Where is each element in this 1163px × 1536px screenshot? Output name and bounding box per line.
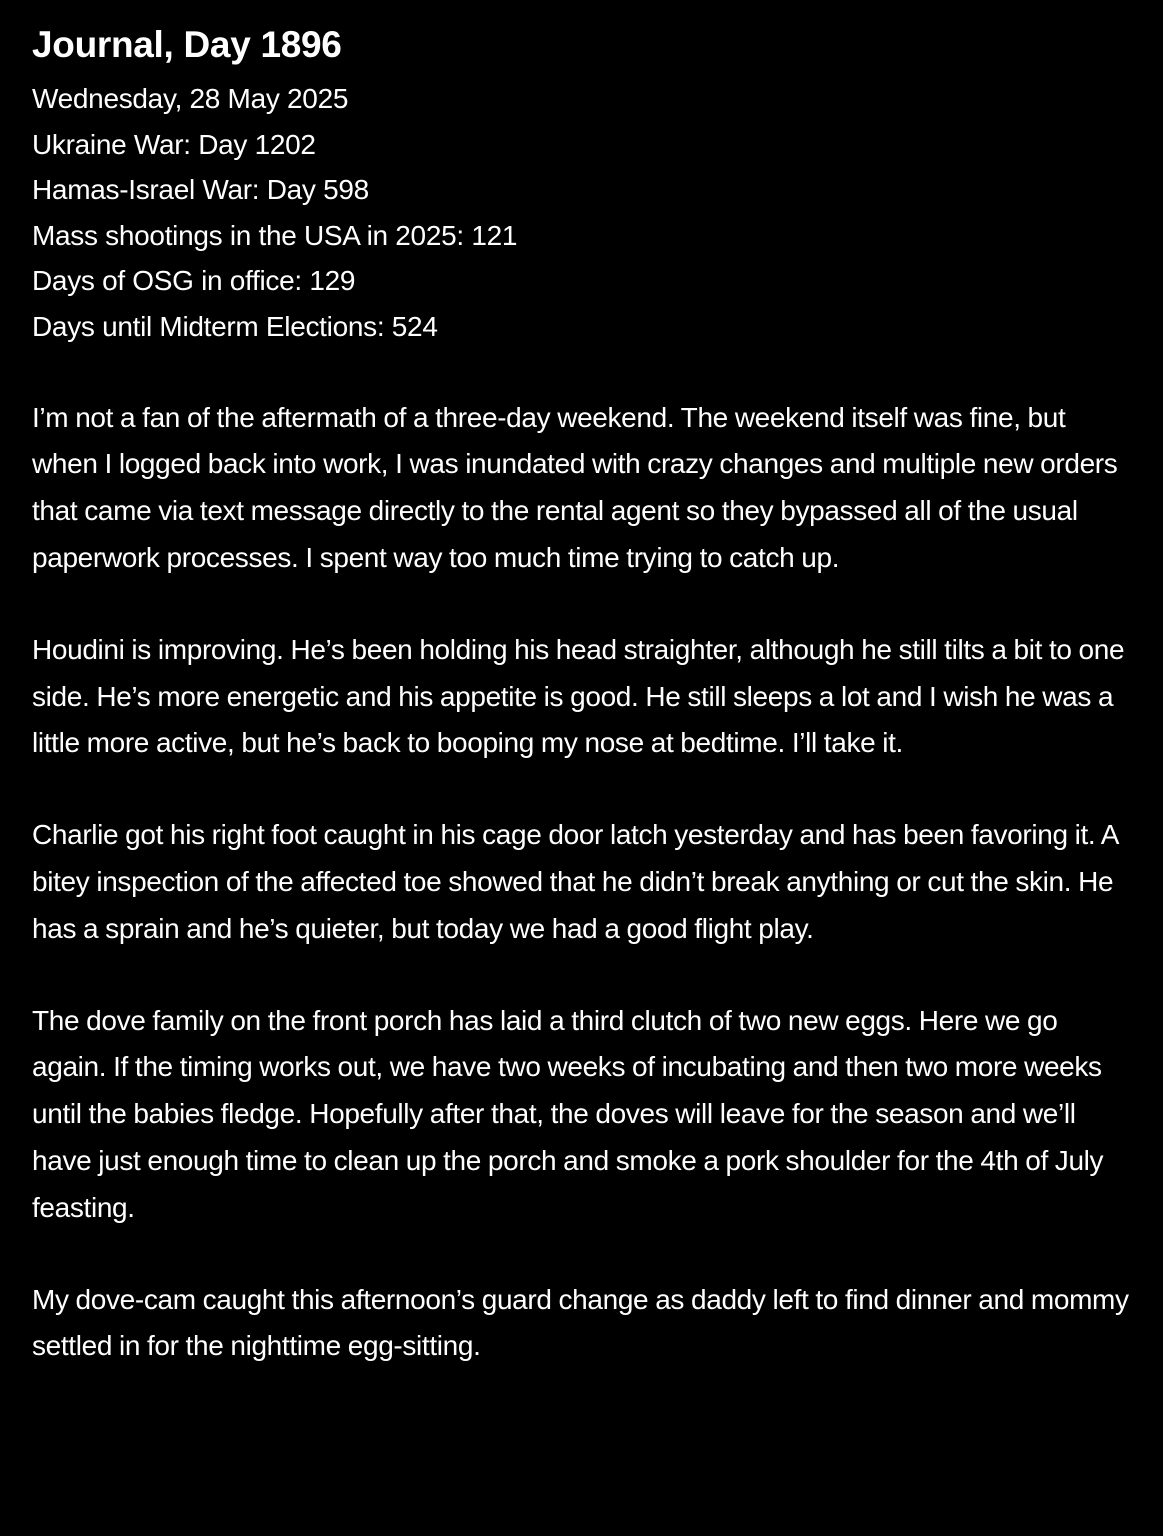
paragraph-work: I’m not a fan of the aftermath of a three-day weekend. The weekend itself was fine, but when I logged back into work, I was inundated with crazy changes and multiple new orders that came via text message directly to the rental agent so they bypassed all of the usual paperwork processes. I spent way too much time trying to catch up. — [32, 401, 1118, 573]
stat-days-until-midterms: Days until Midterm Elections: 524 — [32, 310, 438, 342]
stat-days-in-office: Days of OSG in office: 129 — [32, 265, 356, 297]
paragraph-houdini: Houdini is improving. He’s been holding his head straighter, although he still tilts a bit to one side. He’s more energetic and his appetite is good. He still sleeps a lot and I wish he was a little more active, but he’s back to booping my nose at bedtime. I’ll take it. — [32, 633, 1125, 759]
stat-mass-shootings: Mass shootings in the USA in 2025: 121 — [32, 219, 518, 251]
paragraph-dove-cam: My dove-cam caught this afternoon’s guard change as daddy left to find dinner and mommy settled in for the nighttime egg-sitting. — [32, 1283, 1129, 1362]
paragraph-doves: The dove family on the front porch has laid a third clutch of two new eggs. Here we go again. If the timing works out, we have two weeks of incubating and then two more weeks until the babies fledge. Hopefully after that, the doves will leave for the season and we’ll have just enough time to clean up the porch and smoke a pork shoulder for the 4th of July feasting. — [32, 1004, 1104, 1223]
paragraph-charlie: Charlie got his right foot caught in his cage door latch yesterday and has been favoring it. A bitey inspection of the affected toe showed that he didn’t break anything or cut the skin. He has a sprain and he’s quieter, but today we had a good flight play. — [32, 819, 1118, 944]
stat-hamas-israel-war: Hamas-Israel War: Day 598 — [32, 174, 369, 206]
journal-body — [32, 395, 1131, 1371]
journal-title: Journal, Day 1896 — [32, 24, 342, 65]
journal-stats-list — [32, 76, 1131, 350]
stat-ukraine-war: Ukraine War: Day 1202 — [32, 128, 316, 160]
stat-date: Wednesday, 28 May 2025 — [32, 83, 349, 114]
